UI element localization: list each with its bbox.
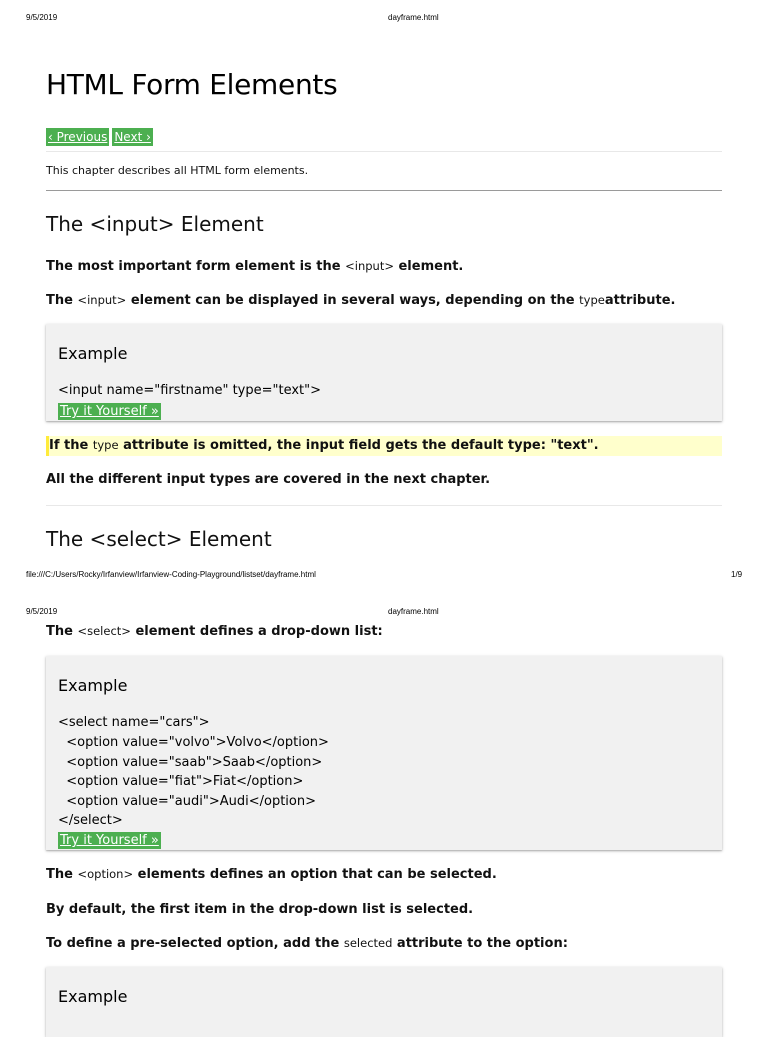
text: The <box>46 867 78 882</box>
text: The <box>46 293 78 308</box>
note-text <box>49 438 599 453</box>
print-footer-page: 1/9 <box>731 570 743 579</box>
section-heading-select: The <select> Element <box>46 527 272 551</box>
paragraph <box>46 936 568 951</box>
text: element can be displayed in several ways, depending on the <box>126 293 580 308</box>
text: element defines a drop-down list: <box>130 624 383 639</box>
print-footer-path: file:///C:/Users/Rocky/Irfanview/Irfanview-Coding-Playground/listset/dayframe.html <box>26 570 316 579</box>
paragraph: All the different input types are covered in the next chapter. <box>46 472 491 487</box>
text: attribute is omitted, the input field gets the default type: "text". <box>118 438 599 453</box>
print-header-date: 9/5/2019 <box>26 607 58 616</box>
text: The <box>46 624 78 639</box>
inline-code: <input> <box>345 259 394 273</box>
text: attribute to the option: <box>392 936 568 951</box>
example-box <box>46 656 722 850</box>
print-header-title: dayframe.html <box>388 607 439 616</box>
example-box <box>46 967 722 1037</box>
example-box <box>46 324 722 421</box>
paragraph <box>46 259 463 274</box>
code-line: <option value="fiat">Fiat</option> <box>58 774 304 789</box>
inline-code: <input> <box>77 293 127 307</box>
section-heading-input: The <input> Element <box>46 212 264 236</box>
print-header-title: dayframe.html <box>388 13 439 22</box>
print-header-date: 9/5/2019 <box>26 13 58 22</box>
paragraph <box>46 293 675 308</box>
inline-code: type <box>92 438 119 452</box>
code-line: <select name="cars"> <box>58 715 210 730</box>
code-line: <option value="volvo">Volvo</option> <box>58 735 329 750</box>
divider <box>46 151 722 152</box>
paragraph: By default, the first item in the drop-down list is selected. <box>46 902 474 917</box>
inline-code: <select> <box>77 624 131 638</box>
code-line: </select> <box>58 813 123 828</box>
divider <box>46 190 722 191</box>
text: element. <box>393 259 464 274</box>
page-title: HTML Form Elements <box>46 68 338 101</box>
code-line: <input name="firstname" type="text"> <box>58 383 322 398</box>
example-heading: Example <box>58 676 128 695</box>
intro-text: This chapter describes all HTML form elements. <box>46 164 309 177</box>
inline-code: type <box>579 293 605 307</box>
pagination-nav <box>46 126 153 146</box>
inline-code: <option> <box>77 867 134 881</box>
divider <box>46 505 722 506</box>
try-it-button[interactable]: Try it Yourself » <box>60 404 159 419</box>
text: elements defines an option that can be selected. <box>133 867 497 882</box>
example-heading: Example <box>58 987 128 1006</box>
previous-button[interactable]: ‹ Previous <box>48 130 108 144</box>
paragraph <box>46 867 497 882</box>
note-box <box>46 436 722 456</box>
code-line: <option value="saab">Saab</option> <box>58 755 323 770</box>
text: To define a pre-selected option, add the <box>46 936 344 951</box>
text: attribute. <box>604 293 676 308</box>
code-line: <option value="audi">Audi</option> <box>58 794 316 809</box>
paragraph <box>46 624 383 639</box>
text: If the <box>49 438 93 453</box>
next-button[interactable]: Next › <box>114 130 151 144</box>
text: The most important form element is the <box>46 259 346 274</box>
try-it-button[interactable]: Try it Yourself » <box>60 833 159 848</box>
inline-code: selected <box>343 936 393 950</box>
example-heading: Example <box>58 344 128 363</box>
